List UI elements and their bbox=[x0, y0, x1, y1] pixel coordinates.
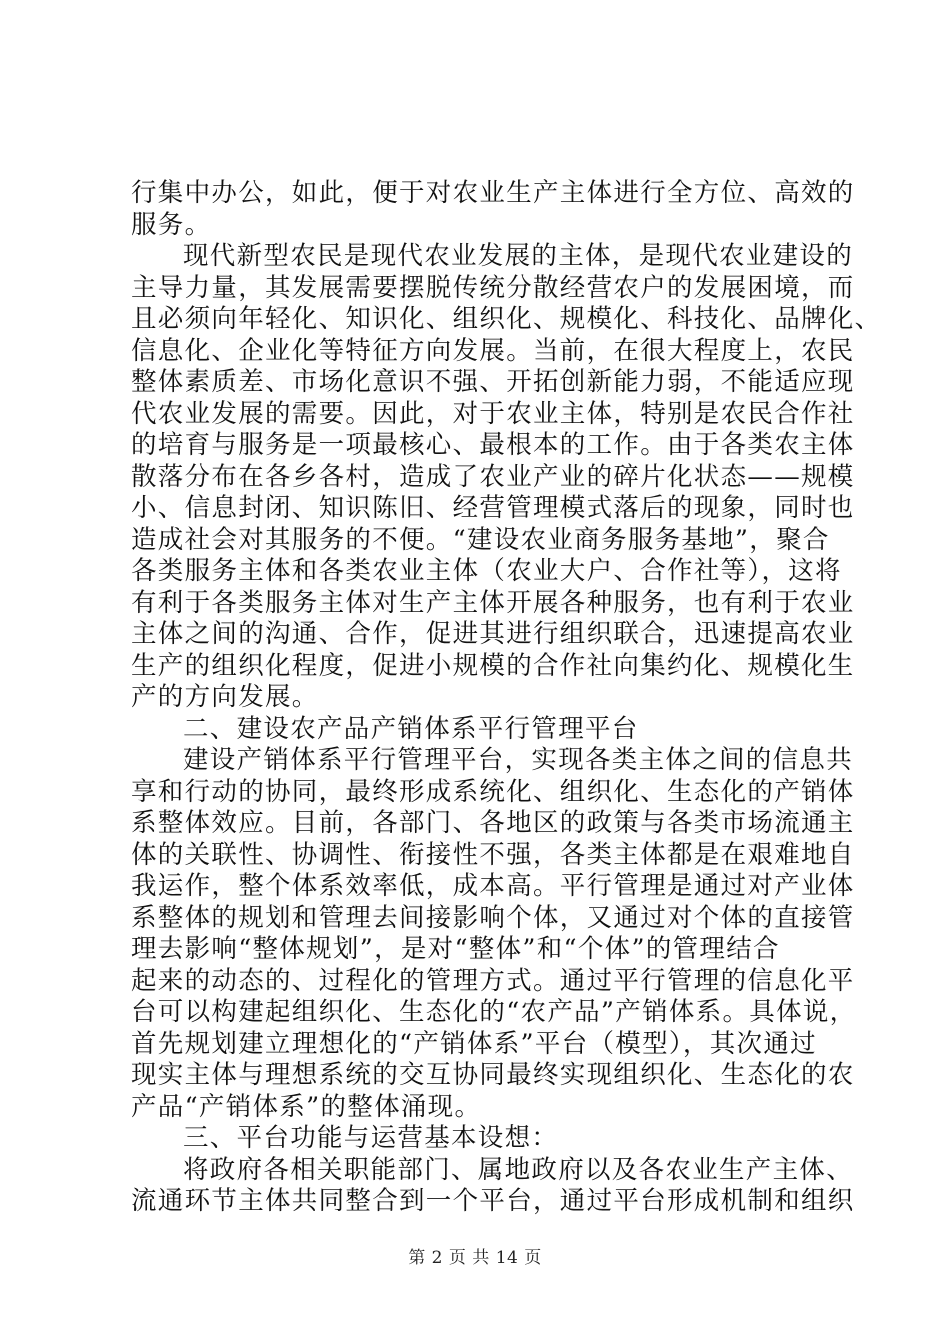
page-number-label: 第 2 页 共 14 页 bbox=[408, 1248, 542, 1268]
text-line: 将政府各相关职能部门、属地政府以及各农业生产主体、 bbox=[183, 1154, 854, 1185]
page-footer bbox=[0, 1243, 950, 1268]
text-line: 代农业发展的需要。因此，对于农业主体，特别是农民合作社 bbox=[131, 398, 855, 429]
text-line: 生产的组织化程度，促进小规模的合作社向集约化、规模化生 bbox=[131, 650, 855, 681]
text-line: 主体之间的沟通、合作，促进其进行组织联合，迅速提高农业 bbox=[131, 619, 855, 649]
text-line: 有利于各类服务主体对生产主体开展各种服务，也有利于农业 bbox=[131, 587, 855, 618]
text-line: 服务。 bbox=[131, 209, 212, 240]
text-line: 理去影响“整体规划”，是对“整体”和“个体”的管理结合 bbox=[131, 934, 780, 964]
text-line: 首先规划建立理想化的“产销体系”平台（模型），其次通过 bbox=[131, 1028, 817, 1059]
text-line: 的培育与服务是一项最核心、最根本的工作。由于各类农主体 bbox=[131, 430, 855, 460]
document-body bbox=[131, 178, 882, 1218]
text-line: 整体素质差、市场化意识不强、开拓创新能力弱，不能适应现 bbox=[131, 367, 855, 397]
text-line: 系整体效应。目前，各部门、各地区的政策与各类市场流通主 bbox=[131, 808, 855, 838]
text-line: 体的关联性、协调性、衔接性不强，各类主体都是在艰难地自 bbox=[131, 839, 855, 870]
text-line: 流通环节主体共同整合到一个平台，通过平台形成机制和组织 bbox=[131, 1186, 855, 1216]
text-line: 产的方向发展。 bbox=[131, 682, 319, 712]
text-line: 三、平台功能与运营基本设想： bbox=[183, 1123, 559, 1153]
text-line: 产品“产销体系”的整体涌现。 bbox=[131, 1091, 482, 1122]
text-line: 主导力量，其发展需要摆脱传统分散经营农户的发展困境，而 bbox=[131, 272, 855, 303]
text-line: 我运作，整个体系效率低，成本高。平行管理是通过对产业体 bbox=[131, 871, 855, 901]
text-line: 起来的动态的、过程化的管理方式。通过平行管理的信息化平 bbox=[131, 965, 855, 996]
text-line: 信息化、企业化等特征方向发展。当前，在很大程度上，农民 bbox=[131, 335, 855, 366]
text-line: 行集中办公，如此，便于对农业生产主体进行全方位、高效的 bbox=[131, 178, 855, 208]
text-line: 且必须向年轻化、知识化、组织化、规模化、科技化、品牌化、 bbox=[131, 304, 882, 334]
text-line: 小、信息封闭、知识陈旧、经营管理模式落后的现象，同时也 bbox=[131, 493, 855, 523]
text-line: 现实主体与理想系统的交互协同最终实现组织化、生态化的农 bbox=[131, 1060, 855, 1090]
text-line: 享和行动的协同，最终形成系统化、组织化、生态化的产销体 bbox=[131, 776, 855, 807]
text-line: 散落分布在各乡各村，造成了农业产业的碎片化状态——规模 bbox=[131, 461, 855, 492]
text-line: 二、建设农产品产销体系平行管理平台 bbox=[183, 713, 639, 744]
text-line: 建设产销体系平行管理平台，实现各类主体之间的信息共 bbox=[183, 745, 854, 775]
text-line: 台可以构建起组织化、生态化的“农产品”产销体系。具体说， bbox=[131, 997, 857, 1027]
text-line: 现代新型农民是现代农业发展的主体，是现代农业建设的 bbox=[183, 241, 854, 271]
text-line: 系整体的规划和管理去间接影响个体，又通过对个体的直接管 bbox=[131, 902, 855, 933]
text-line: 各类服务主体和各类农业主体（农业大户、合作社等），这将 bbox=[131, 556, 842, 586]
text-line: 造成社会对其服务的不便。“建设农业商务服务基地”，聚合 bbox=[131, 524, 830, 555]
